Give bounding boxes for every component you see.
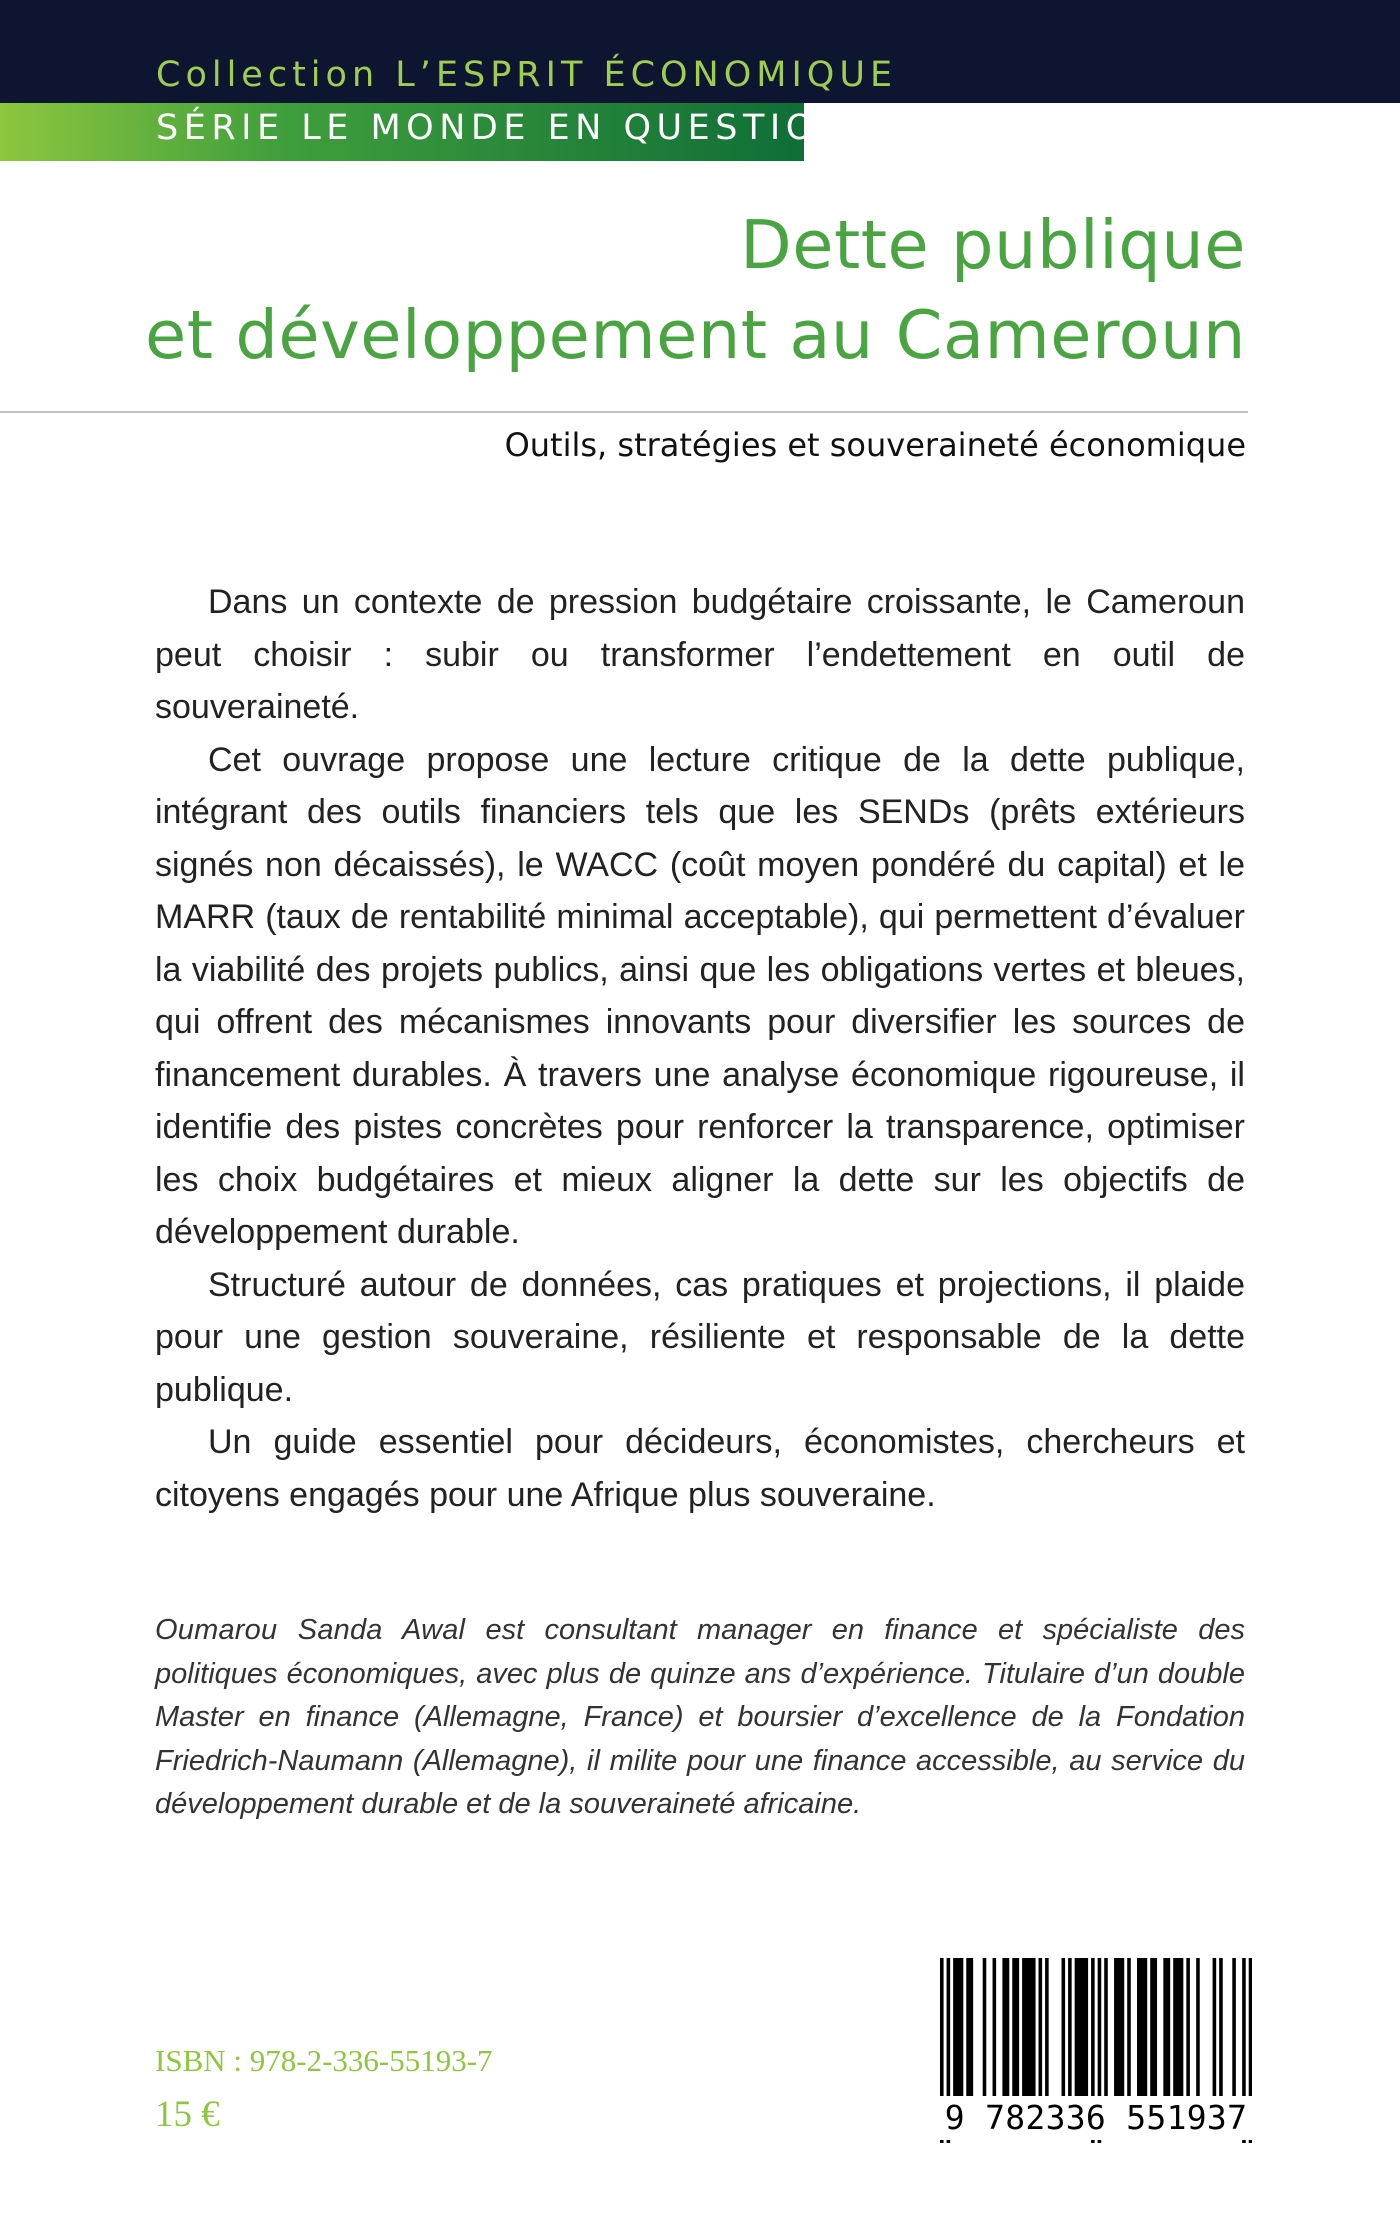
barcode-bar — [1213, 1958, 1217, 2098]
summary-paragraph-3: Structuré autour de données, cas pratiques et projections, il plaide pour une gestion souveraine, résiliente et responsable de la dette publique. — [155, 1265, 1245, 1409]
collection-name: Collection L’ESPRIT ÉCONOMIQUE — [156, 55, 898, 95]
barcode-bar — [1062, 1958, 1066, 2098]
barcode-bar — [1016, 1958, 1020, 2098]
author-bio-text: est consultant manager en finance et spécialiste des politiques économiques, avec plus de quinze ans d’expérience. Titulaire d’un double Master en finance (Allemagne, France) et boursier d’excellence de la Fondation Friedrich-Naumann (Allemagne), il milite pour une finance accessible, au service du développement durable et de la souveraineté africaine. — [155, 1614, 1245, 1820]
barcode-bar — [1173, 1958, 1177, 2098]
barcode-bar — [1078, 1958, 1082, 2098]
book-title-line-2: et développement au Cameroun — [145, 296, 1246, 374]
barcode-bar — [1127, 1958, 1131, 2098]
barcode-bar — [1006, 1958, 1010, 2098]
barcode-bar — [1121, 1958, 1125, 2098]
summary-paragraph-4: Un guide essentiel pour décideurs, économistes, chercheurs et citoyens engagés pour une Afrique plus souveraine. — [155, 1423, 1245, 1514]
barcode-bar — [970, 1958, 974, 2098]
price: 15 € — [155, 2094, 220, 2135]
barcode-bar — [1144, 1958, 1148, 2098]
barcode-bar — [1232, 1958, 1236, 2098]
barcode-bar — [1104, 1958, 1108, 2098]
barcode-bar — [1140, 1958, 1144, 2098]
barcode-bar — [983, 1958, 987, 2098]
barcode-bar — [1117, 1958, 1121, 2098]
barcode-bar — [1219, 1958, 1223, 2098]
summary-paragraph-1: Dans un contexte de pression budgétaire croissante, le Cameroun peut choisir : subir ou transformer l’endettement en outil de souveraineté. — [155, 583, 1245, 726]
title-divider — [0, 411, 1248, 413]
barcode-bar — [993, 1958, 997, 2098]
barcode-digits: 9 782336 551937 — [935, 2096, 1257, 2140]
barcode-bar — [1002, 1958, 1006, 2098]
barcode-bar — [1196, 1958, 1200, 2098]
barcode-bar — [1180, 1958, 1184, 2098]
barcode-bar — [1176, 1958, 1180, 2098]
barcode-bar — [1012, 1958, 1016, 2098]
series-name: SÉRIE LE MONDE EN QUESTION — [156, 108, 851, 148]
barcode-bar — [1068, 1958, 1072, 2098]
barcode-bar — [1186, 1958, 1190, 2098]
book-title-line-1: Dette publique — [740, 206, 1246, 284]
barcode-bar — [1025, 1958, 1029, 2098]
barcode-bar — [966, 1958, 970, 2098]
barcode-bar — [1045, 1958, 1049, 2098]
barcode-bar — [1022, 1958, 1026, 2098]
barcode-bar — [1137, 1958, 1141, 2098]
barcode-bar — [1081, 1958, 1085, 2098]
barcode-bar — [1167, 1958, 1171, 2098]
book-subtitle: Outils, stratégies et souveraineté économique — [504, 426, 1246, 464]
barcode-bar — [1032, 1958, 1036, 2098]
barcode-bar — [1029, 1958, 1033, 2098]
barcode-bar — [1075, 1958, 1079, 2098]
barcode-bar — [1085, 1958, 1089, 2098]
barcode-bar — [953, 1958, 957, 2098]
barcode-bar — [960, 1958, 964, 2098]
author-biography — [155, 1609, 1245, 1827]
author-name: Oumarou Sanda Awal — [155, 1614, 466, 1646]
barcode-bar — [956, 1958, 960, 2098]
isbn: ISBN : 978-2-336-55193-7 — [155, 2043, 493, 2078]
barcode-bar — [1039, 1958, 1043, 2098]
summary-paragraph-2: Cet ouvrage propose une lecture critique de la dette publique, intégrant des outils financiers tels que les SENDs (prêts extérieurs signés non décaissés), le WACC (coût moyen pondéré du capital) et le MARR (taux de rentabilité minimal acceptable), qui permettent d’évaluer la viabilité des projets publics, ainsi que les obligations vertes et bleues, qui offrent des mécanismes innovants pour diversifier les sources de financement durables. À travers une analyse économique rigoureuse, il identifie des pistes concrètes pour renforcer la transparence, optimiser les choix budgétaires et mieux aligner la dette sur les objectifs de développement durable. — [155, 740, 1245, 1251]
back-cover-summary — [155, 576, 1245, 1521]
barcode-bar — [1114, 1958, 1118, 2098]
book-title — [145, 200, 1246, 380]
barcode-bar — [1163, 1958, 1167, 2098]
barcode-bar — [1150, 1958, 1154, 2098]
barcode-bar — [1153, 1958, 1157, 2098]
